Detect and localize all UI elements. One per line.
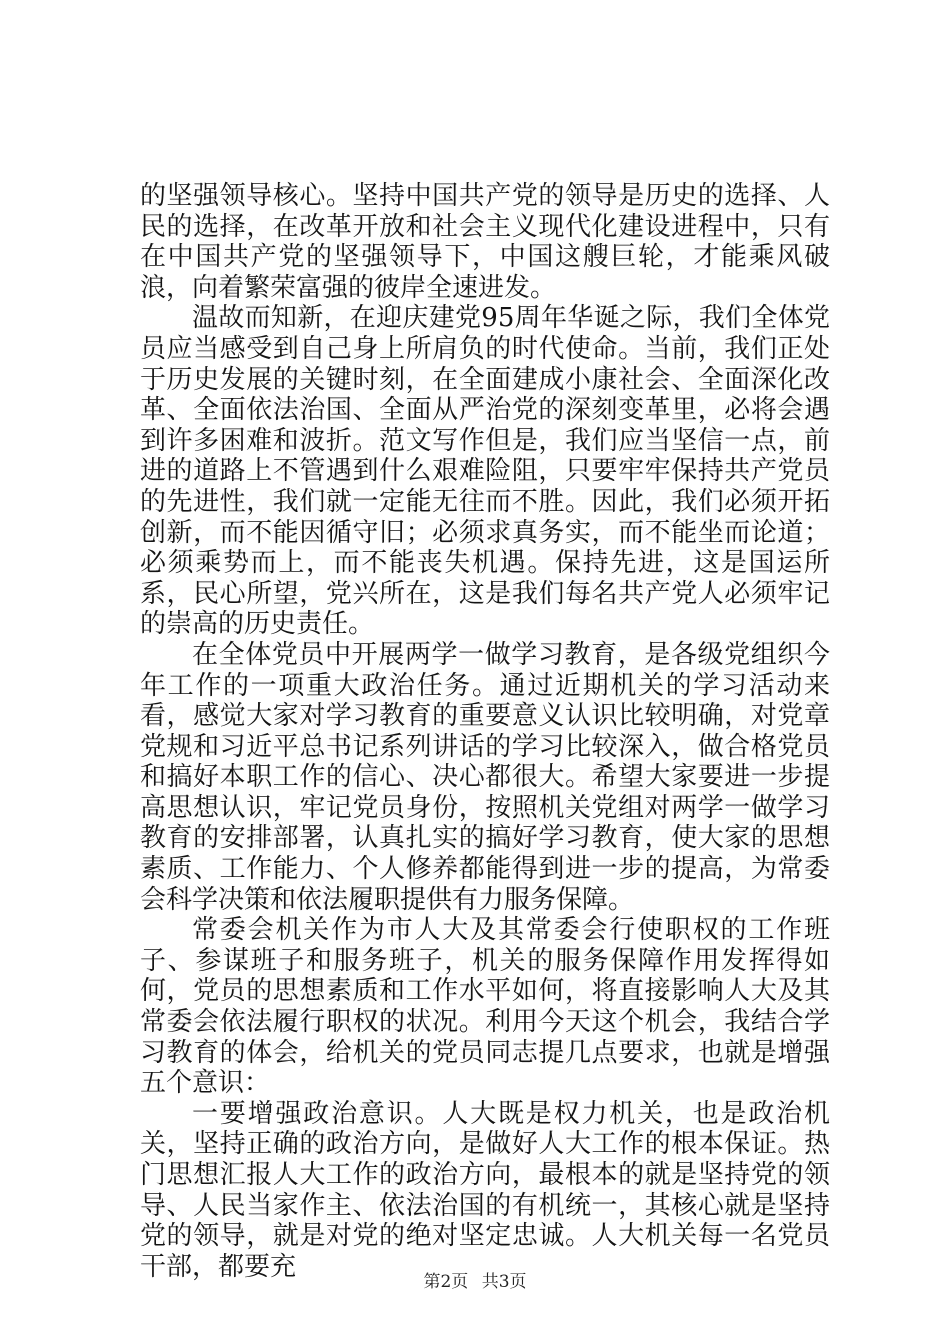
page-footer (0, 1272, 950, 1292)
page-number: 第2页 (423, 1272, 469, 1292)
page-total: 共3页 (481, 1272, 527, 1292)
paragraph-continuation: 的坚强领导核心。坚持中国共产党的领导是历史的选择、人民的选择，在改革开放和社会主义现代化建设进程中，只有在中国共产党的坚强领导下，中国这艘巨轮，才能乘风破浪，向着繁荣富强的彼岸全速进发。 (140, 181, 830, 303)
document-body (140, 181, 830, 1282)
paragraph: 一要增强政治意识。人大既是权力机关，也是政治机关，坚持正确的政治方向，是做好人大工作的根本保证。热门思想汇报人大工作的政治方向，最根本的就是坚持党的领导、人民当家作主、依法治国的有机统一，其核心就是坚持党的领导，就是对党的绝对坚定忠诚。人大机关每一名党员干部，都要充 (140, 1098, 830, 1282)
paragraph: 常委会机关作为市人大及其常委会行使职权的工作班子、参谋班子和服务班子，机关的服务保障作用发挥得如何，党员的思想素质和工作水平如何，将直接影响人大及其常委会依法履行职权的状况。利用今天这个机会，我结合学习教育的体会，给机关的党员同志提几点要求，也就是增强五个意识： (140, 915, 830, 1099)
paragraph: 温故而知新，在迎庆建党95周年华诞之际，我们全体党员应当感受到自己身上所肩负的时代使命。当前，我们正处于历史发展的关键时刻，在全面建成小康社会、全面深化改革、全面依法治国、全面从严治党的深刻变革里，必将会遇到许多困难和波折。范文写作但是，我们应当坚信一点，前进的道路上不管遇到什么艰难险阻，只要牢牢保持共产党员的先进性，我们就一定能无往而不胜。因此，我们必须开拓创新，而不能因循守旧；必须求真务实，而不能坐而论道；必须乘势而上，而不能丧失机遇。保持先进，这是国运所系，民心所望，党兴所在，这是我们每名共产党人必须牢记的崇高的历史责任。 (140, 303, 830, 640)
paragraph: 在全体党员中开展两学一做学习教育，是各级党组织今年工作的一项重大政治任务。通过近期机关的学习活动来看，感觉大家对学习教育的重要意义认识比较明确，对党章党规和习近平总书记系列讲话的学习比较深入，做合格党员和搞好本职工作的信心、决心都很大。希望大家要进一步提高思想认识，牢记党员身份，按照机关党组对两学一做学习教育的安排部署，认真扎实的搞好学习教育，使大家的思想素质、工作能力、个人修养都能得到进一步的提高，为常委会科学决策和依法履职提供有力服务保障。 (140, 639, 830, 915)
